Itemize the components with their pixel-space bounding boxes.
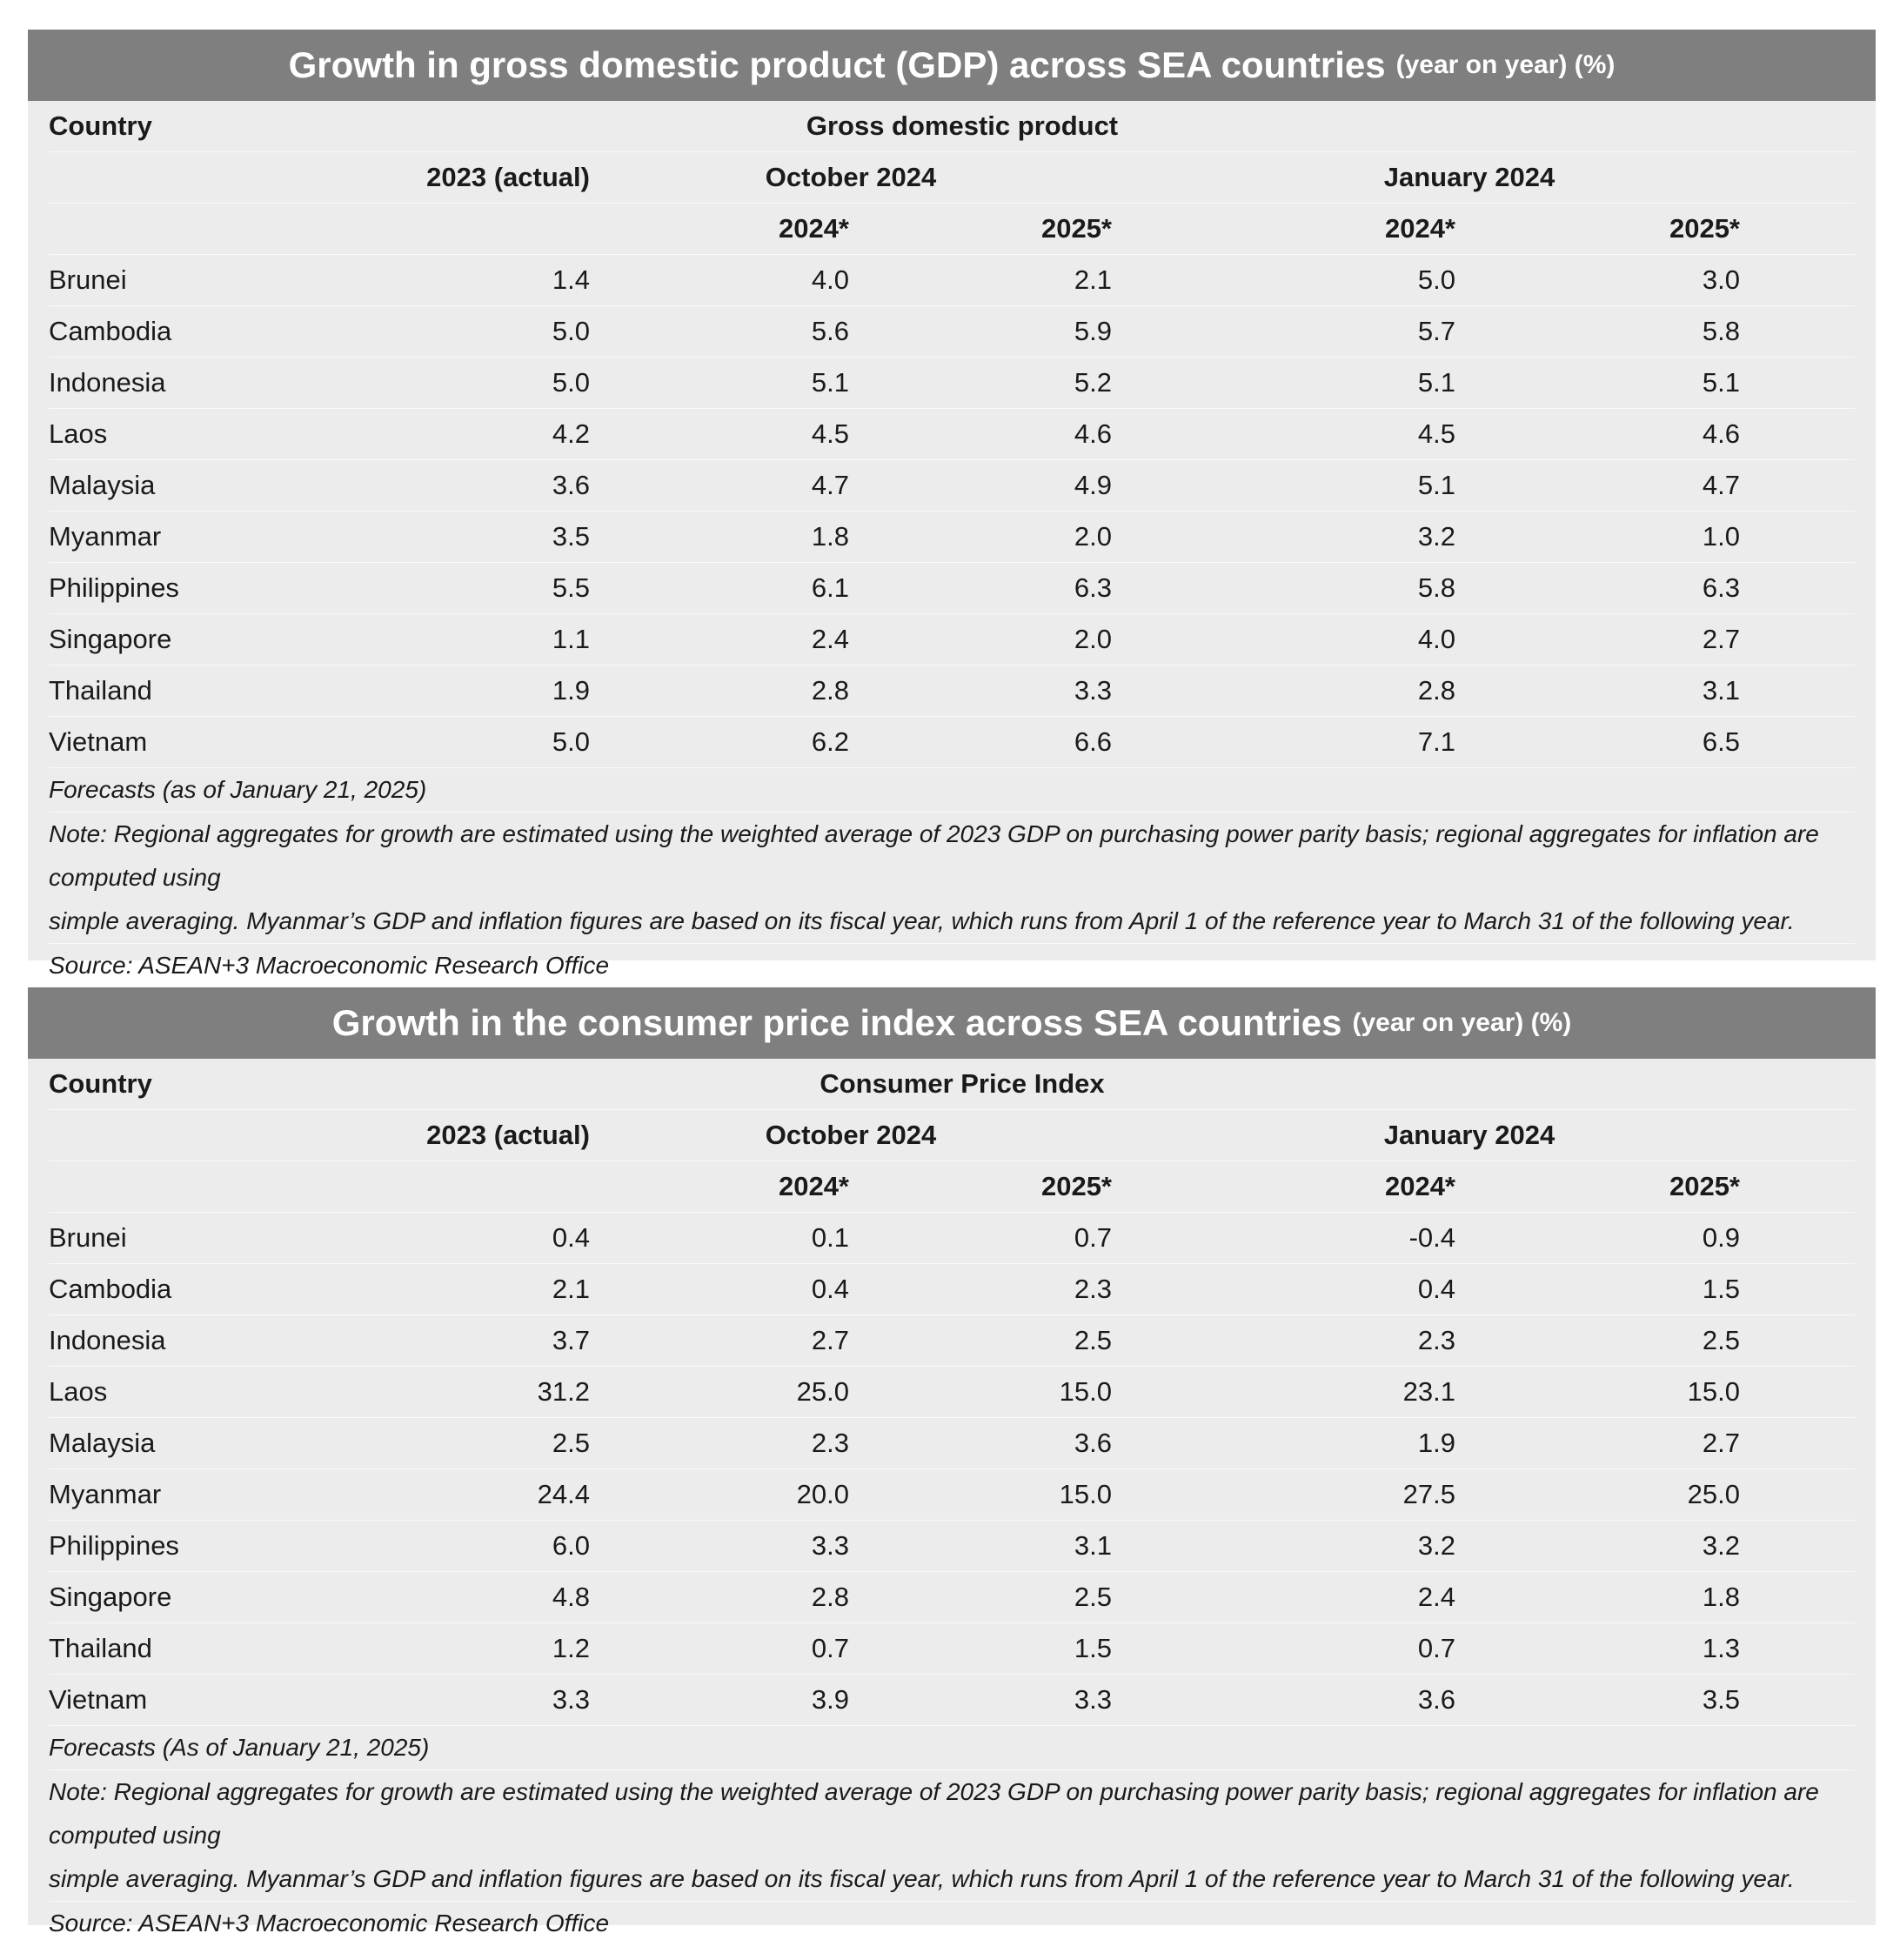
value-cell: 1.3 <box>1702 1633 1740 1663</box>
value-cell: 20.0 <box>796 1479 849 1509</box>
value-cell: 5.6 <box>811 316 849 346</box>
value-cell: 25.0 <box>796 1376 849 1407</box>
value-cell: 5.7 <box>1417 316 1455 346</box>
gdp-sub-jan-2025: 2025* <box>1669 213 1740 244</box>
country-cell: Philippines <box>49 572 179 603</box>
table-row <box>49 1315 1855 1367</box>
value-cell: 4.6 <box>1702 418 1740 449</box>
table-row <box>49 563 1855 614</box>
cpi-note-line-2: simple averaging. Myanmar’s GDP and inflation figures are based on its fiscal year, which runs from April 1 of the reference year to March 31 of the following year. <box>49 1865 1795 1892</box>
value-cell: 2.0 <box>1074 624 1112 654</box>
value-cell: 15.0 <box>1059 1479 1112 1509</box>
value-cell: 3.1 <box>1702 675 1740 706</box>
table-row <box>49 306 1855 358</box>
value-cell: 2.1 <box>552 1274 590 1304</box>
value-cell: 1.9 <box>552 675 590 706</box>
value-cell: 3.9 <box>811 1684 849 1715</box>
table-row <box>49 1418 1855 1469</box>
gdp-country-header: Country <box>49 110 152 141</box>
value-cell: 2.3 <box>811 1428 849 1458</box>
country-cell: Indonesia <box>49 367 166 398</box>
table-row <box>49 1572 1855 1623</box>
value-cell: 5.0 <box>1417 264 1455 295</box>
table-row <box>49 666 1855 717</box>
value-cell: 3.2 <box>1417 521 1455 552</box>
table-row <box>49 1213 1855 1264</box>
gdp-group-header: Gross domestic product <box>806 110 1119 141</box>
value-cell: 3.6 <box>1417 1684 1455 1715</box>
value-cell: 3.3 <box>1074 675 1112 706</box>
value-cell: 4.9 <box>1074 470 1112 500</box>
country-cell: Philippines <box>49 1530 179 1561</box>
value-cell: 2.8 <box>811 1582 849 1612</box>
value-cell: 3.5 <box>552 521 590 552</box>
country-cell: Thailand <box>49 675 152 706</box>
country-cell: Myanmar <box>49 1479 162 1509</box>
table-row <box>49 358 1855 409</box>
value-cell: 0.9 <box>1702 1222 1740 1253</box>
value-cell: 5.0 <box>552 316 590 346</box>
gdp-col-october-2024: October 2024 <box>765 162 937 192</box>
value-cell: 5.1 <box>811 367 849 398</box>
value-cell: 2.7 <box>1702 624 1740 654</box>
country-cell: Singapore <box>49 1582 172 1612</box>
value-cell: 3.6 <box>1074 1428 1112 1458</box>
value-cell: 3.1 <box>1074 1530 1112 1561</box>
value-cell: 0.7 <box>811 1633 849 1663</box>
table-row <box>49 717 1855 768</box>
cpi-table-title: Growth in the consumer price index across SEA countries <box>331 1002 1342 1043</box>
gdp-note-line-2: simple averaging. Myanmar’s GDP and inflation figures are based on its fiscal year, which runs from April 1 of the reference year to March 31 of the following year. <box>49 907 1795 934</box>
value-cell: 4.2 <box>552 418 590 449</box>
cpi-header-row-1 <box>49 1059 1855 1110</box>
cpi-group-header: Consumer Price Index <box>820 1068 1105 1099</box>
gdp-header-row-1 <box>49 101 1855 152</box>
cpi-col-october-2024: October 2024 <box>765 1120 937 1150</box>
value-cell: 2.7 <box>1702 1428 1740 1458</box>
country-cell: Brunei <box>49 1222 127 1253</box>
cpi-table-body <box>28 1059 1876 1945</box>
value-cell: 0.1 <box>811 1222 849 1253</box>
gdp-methodology-note <box>49 813 1855 944</box>
value-cell: 6.3 <box>1702 572 1740 603</box>
value-cell: 3.0 <box>1702 264 1740 295</box>
table-row <box>49 255 1855 306</box>
cpi-note-line-1: Note: Regional aggregates for growth are estimated using the weighted average of 2023 GDP on purchasing power parity basis; regional aggregates for inflation are computed using <box>49 1778 1819 1849</box>
country-cell: Cambodia <box>49 1274 172 1304</box>
value-cell: 1.4 <box>552 264 590 295</box>
value-cell: 5.1 <box>1417 367 1455 398</box>
value-cell: 3.7 <box>552 1325 590 1355</box>
value-cell: 5.2 <box>1074 367 1112 398</box>
country-cell: Singapore <box>49 624 172 654</box>
table-row <box>49 1521 1855 1572</box>
value-cell: 2.0 <box>1074 521 1112 552</box>
gdp-table-title: Growth in gross domestic product (GDP) across SEA countries <box>288 44 1386 85</box>
value-cell: 23.1 <box>1402 1376 1455 1407</box>
country-cell: Vietnam <box>49 726 148 757</box>
value-cell: 25.0 <box>1687 1479 1740 1509</box>
cpi-source: Source: ASEAN+3 Macroeconomic Research Office <box>49 1910 610 1937</box>
value-cell: 0.7 <box>1417 1633 1455 1663</box>
gdp-table-title-suffix: (year on year) (%) <box>1395 50 1616 79</box>
value-cell: 4.8 <box>552 1582 590 1612</box>
value-cell: 2.5 <box>1702 1325 1740 1355</box>
value-cell: 2.5 <box>1074 1325 1112 1355</box>
value-cell: 2.8 <box>1417 675 1455 706</box>
value-cell: 4.0 <box>1417 624 1455 654</box>
country-cell: Malaysia <box>49 470 156 500</box>
cpi-table-panel <box>28 987 1876 1937</box>
cpi-col-2023-actual: 2023 (actual) <box>426 1120 590 1150</box>
value-cell: 3.6 <box>552 470 590 500</box>
value-cell: 5.0 <box>552 726 590 757</box>
gdp-source: Source: ASEAN+3 Macroeconomic Research Office <box>49 952 610 979</box>
value-cell: 24.4 <box>537 1479 590 1509</box>
value-cell: 4.5 <box>1417 418 1455 449</box>
value-cell: 15.0 <box>1059 1376 1112 1407</box>
gdp-sub-oct-2025: 2025* <box>1040 213 1112 244</box>
table-row <box>49 409 1855 460</box>
table-row <box>49 614 1855 666</box>
value-cell: 2.3 <box>1417 1325 1455 1355</box>
value-cell: 1.2 <box>552 1633 590 1663</box>
value-cell: 0.4 <box>552 1222 590 1253</box>
value-cell: 3.3 <box>552 1684 590 1715</box>
cpi-table-title-suffix: (year on year) (%) <box>1352 1008 1572 1037</box>
gdp-sub-oct-2024: 2024* <box>778 213 849 244</box>
value-cell: 5.1 <box>1417 470 1455 500</box>
country-cell: Thailand <box>49 1633 152 1663</box>
value-cell: 6.2 <box>811 726 849 757</box>
cpi-country-header: Country <box>49 1068 152 1099</box>
value-cell: 1.1 <box>552 624 590 654</box>
cpi-sub-oct-2024: 2024* <box>778 1171 849 1201</box>
cpi-forecast-note: Forecasts (As of January 21, 2025) <box>49 1726 1855 1770</box>
country-cell: Indonesia <box>49 1325 166 1355</box>
cpi-sub-jan-2025: 2025* <box>1669 1171 1740 1201</box>
cpi-sub-oct-2025: 2025* <box>1040 1171 1112 1201</box>
value-cell: 3.5 <box>1702 1684 1740 1715</box>
value-cell: 5.8 <box>1417 572 1455 603</box>
value-cell: 1.5 <box>1074 1633 1112 1663</box>
table-row <box>49 1367 1855 1418</box>
cpi-methodology-note <box>49 1770 1855 1902</box>
value-cell: -0.4 <box>1408 1222 1455 1253</box>
table-row <box>49 512 1855 563</box>
value-cell: 15.0 <box>1687 1376 1740 1407</box>
value-cell: 2.4 <box>811 624 849 654</box>
country-cell: Myanmar <box>49 521 162 552</box>
value-cell: 4.7 <box>811 470 849 500</box>
gdp-header-row-2 <box>49 152 1855 204</box>
table-row <box>49 460 1855 512</box>
value-cell: 4.6 <box>1074 418 1112 449</box>
value-cell: 6.6 <box>1074 726 1112 757</box>
value-cell: 1.8 <box>811 521 849 552</box>
value-cell: 1.5 <box>1702 1274 1740 1304</box>
cpi-table-header <box>28 987 1876 1059</box>
value-cell: 7.1 <box>1417 726 1455 757</box>
value-cell: 3.2 <box>1417 1530 1455 1561</box>
gdp-header-row-3 <box>49 204 1855 255</box>
gdp-table-panel <box>28 30 1876 979</box>
value-cell: 1.9 <box>1417 1428 1455 1458</box>
gdp-col-january-2024: January 2024 <box>1383 162 1555 192</box>
gdp-forecast-note: Forecasts (as of January 21, 2025) <box>49 768 1855 813</box>
cpi-header-row-2 <box>49 1110 1855 1161</box>
value-cell: 5.8 <box>1702 316 1740 346</box>
value-cell: 2.5 <box>1074 1582 1112 1612</box>
value-cell: 3.3 <box>1074 1684 1112 1715</box>
value-cell: 6.5 <box>1702 726 1740 757</box>
country-cell: Malaysia <box>49 1428 156 1458</box>
value-cell: 2.5 <box>552 1428 590 1458</box>
value-cell: 4.5 <box>811 418 849 449</box>
value-cell: 0.4 <box>1417 1274 1455 1304</box>
value-cell: 0.7 <box>1074 1222 1112 1253</box>
value-cell: 3.3 <box>811 1530 849 1561</box>
value-cell: 2.4 <box>1417 1582 1455 1612</box>
cpi-data-rows <box>49 1213 1855 1726</box>
value-cell: 27.5 <box>1402 1479 1455 1509</box>
gdp-sub-jan-2024: 2024* <box>1384 213 1455 244</box>
cpi-sub-jan-2024: 2024* <box>1384 1171 1455 1201</box>
value-cell: 5.0 <box>552 367 590 398</box>
table-row <box>49 1675 1855 1726</box>
cpi-col-january-2024: January 2024 <box>1383 1120 1555 1150</box>
value-cell: 5.5 <box>552 572 590 603</box>
table-row <box>49 1623 1855 1675</box>
gdp-table-header <box>28 30 1876 101</box>
value-cell: 4.7 <box>1702 470 1740 500</box>
value-cell: 31.2 <box>537 1376 590 1407</box>
country-cell: Vietnam <box>49 1684 148 1715</box>
table-row <box>49 1264 1855 1315</box>
value-cell: 5.1 <box>1702 367 1740 398</box>
cpi-header-row-3 <box>49 1161 1855 1213</box>
value-cell: 5.9 <box>1074 316 1112 346</box>
value-cell: 1.0 <box>1702 521 1740 552</box>
gdp-data-rows <box>49 255 1855 768</box>
country-cell: Laos <box>49 1376 108 1407</box>
value-cell: 4.0 <box>811 264 849 295</box>
value-cell: 6.0 <box>552 1530 590 1561</box>
value-cell: 0.4 <box>811 1274 849 1304</box>
gdp-table-body <box>28 101 1876 987</box>
value-cell: 2.8 <box>811 675 849 706</box>
value-cell: 1.8 <box>1702 1582 1740 1612</box>
gdp-note-line-1: Note: Regional aggregates for growth are estimated using the weighted average of 2023 GDP on purchasing power parity basis; regional aggregates for inflation are computed using <box>49 820 1819 891</box>
country-cell: Laos <box>49 418 108 449</box>
value-cell: 2.7 <box>811 1325 849 1355</box>
table-row <box>49 1469 1855 1521</box>
value-cell: 2.3 <box>1074 1274 1112 1304</box>
value-cell: 6.1 <box>811 572 849 603</box>
country-cell: Cambodia <box>49 316 172 346</box>
value-cell: 3.2 <box>1702 1530 1740 1561</box>
country-cell: Brunei <box>49 264 127 295</box>
value-cell: 2.1 <box>1074 264 1112 295</box>
value-cell: 6.3 <box>1074 572 1112 603</box>
gdp-col-2023-actual: 2023 (actual) <box>426 162 590 192</box>
